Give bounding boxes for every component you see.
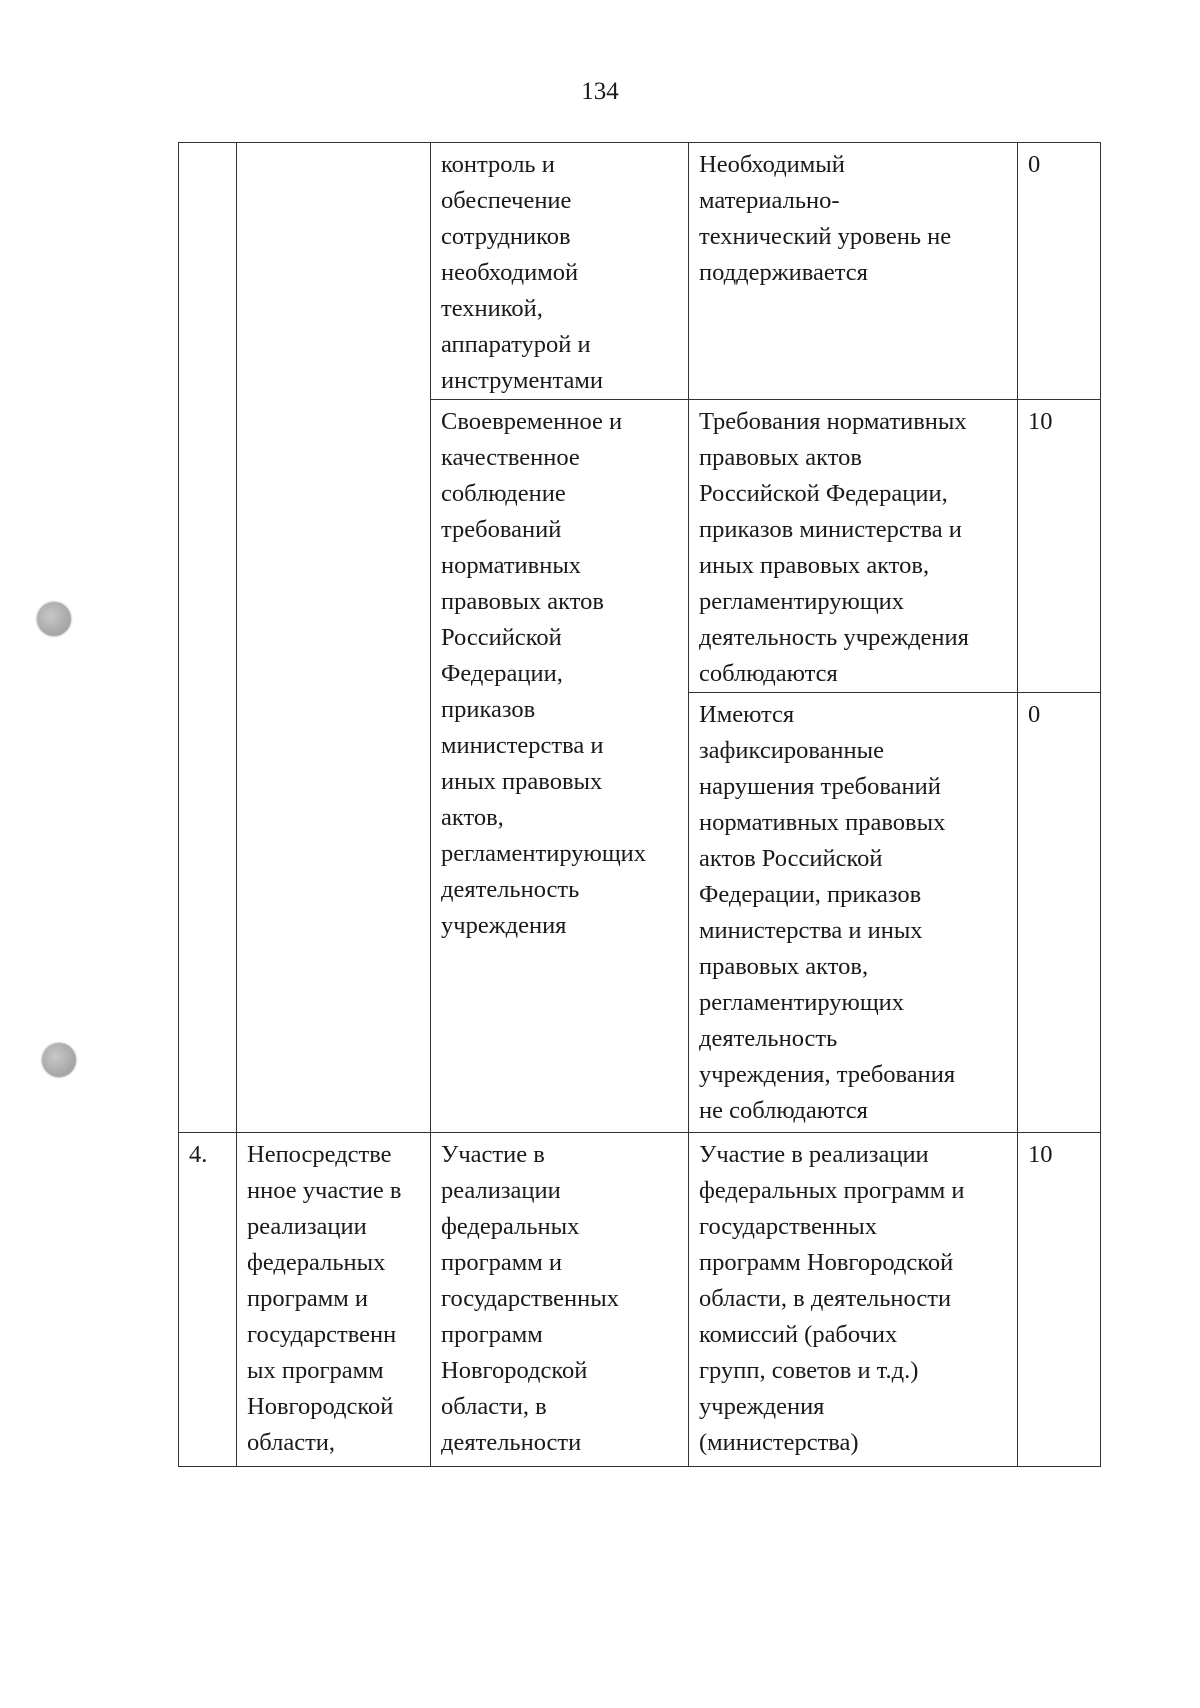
condition-cell: Необходимый материально- технический уровень не поддерживается	[689, 143, 1018, 400]
indicator-name-cell: Непосредстве нное участие в реализации федеральных программ и государственн ых программ Новгородской области,	[237, 1133, 431, 1467]
row-number-cell: 4.	[179, 1133, 237, 1467]
criterion-cell: контроль и обеспечение сотрудников необходимой техникой, аппаратурой и инструментами	[431, 143, 689, 400]
score-cell: 10	[1018, 1133, 1101, 1467]
table-row	[179, 143, 1101, 400]
criterion-cell: Участие в реализации федеральных программ и государственных программ Новгородской области, в деятельности	[431, 1133, 689, 1467]
indicator-name-cell	[237, 143, 431, 1133]
row-number-cell	[179, 143, 237, 1133]
score-cell: 10	[1018, 400, 1101, 693]
criterion-cell: Своевременное и качественное соблюдение требований нормативных правовых актов Российской Федерации, приказов министерства и иных правовых актов, регламентирующих деятельность учреждения	[431, 400, 689, 1133]
condition-cell: Имеются зафиксированные нарушения требований нормативных правовых актов Российской Федерации, приказов министерства и иных правовых актов, регламентирующих деятельность учреждения, требования не соблюдаются	[689, 693, 1018, 1133]
condition-cell: Участие в реализации федеральных программ и государственных программ Новгородской области, в деятельности комиссий (рабочих групп, советов и т.д.) учреждения (министерства)	[689, 1133, 1018, 1467]
condition-cell: Требования нормативных правовых актов Российской Федерации, приказов министерства и иных правовых актов, регламентирующих деятельность учреждения соблюдаются	[689, 400, 1018, 693]
page-number: 134	[581, 78, 619, 105]
punch-hole-bottom	[42, 1043, 76, 1077]
score-cell: 0	[1018, 693, 1101, 1133]
table-row	[179, 1133, 1101, 1467]
score-cell: 0	[1018, 143, 1101, 400]
punch-hole-top	[37, 602, 71, 636]
criteria-table	[178, 142, 1101, 1467]
